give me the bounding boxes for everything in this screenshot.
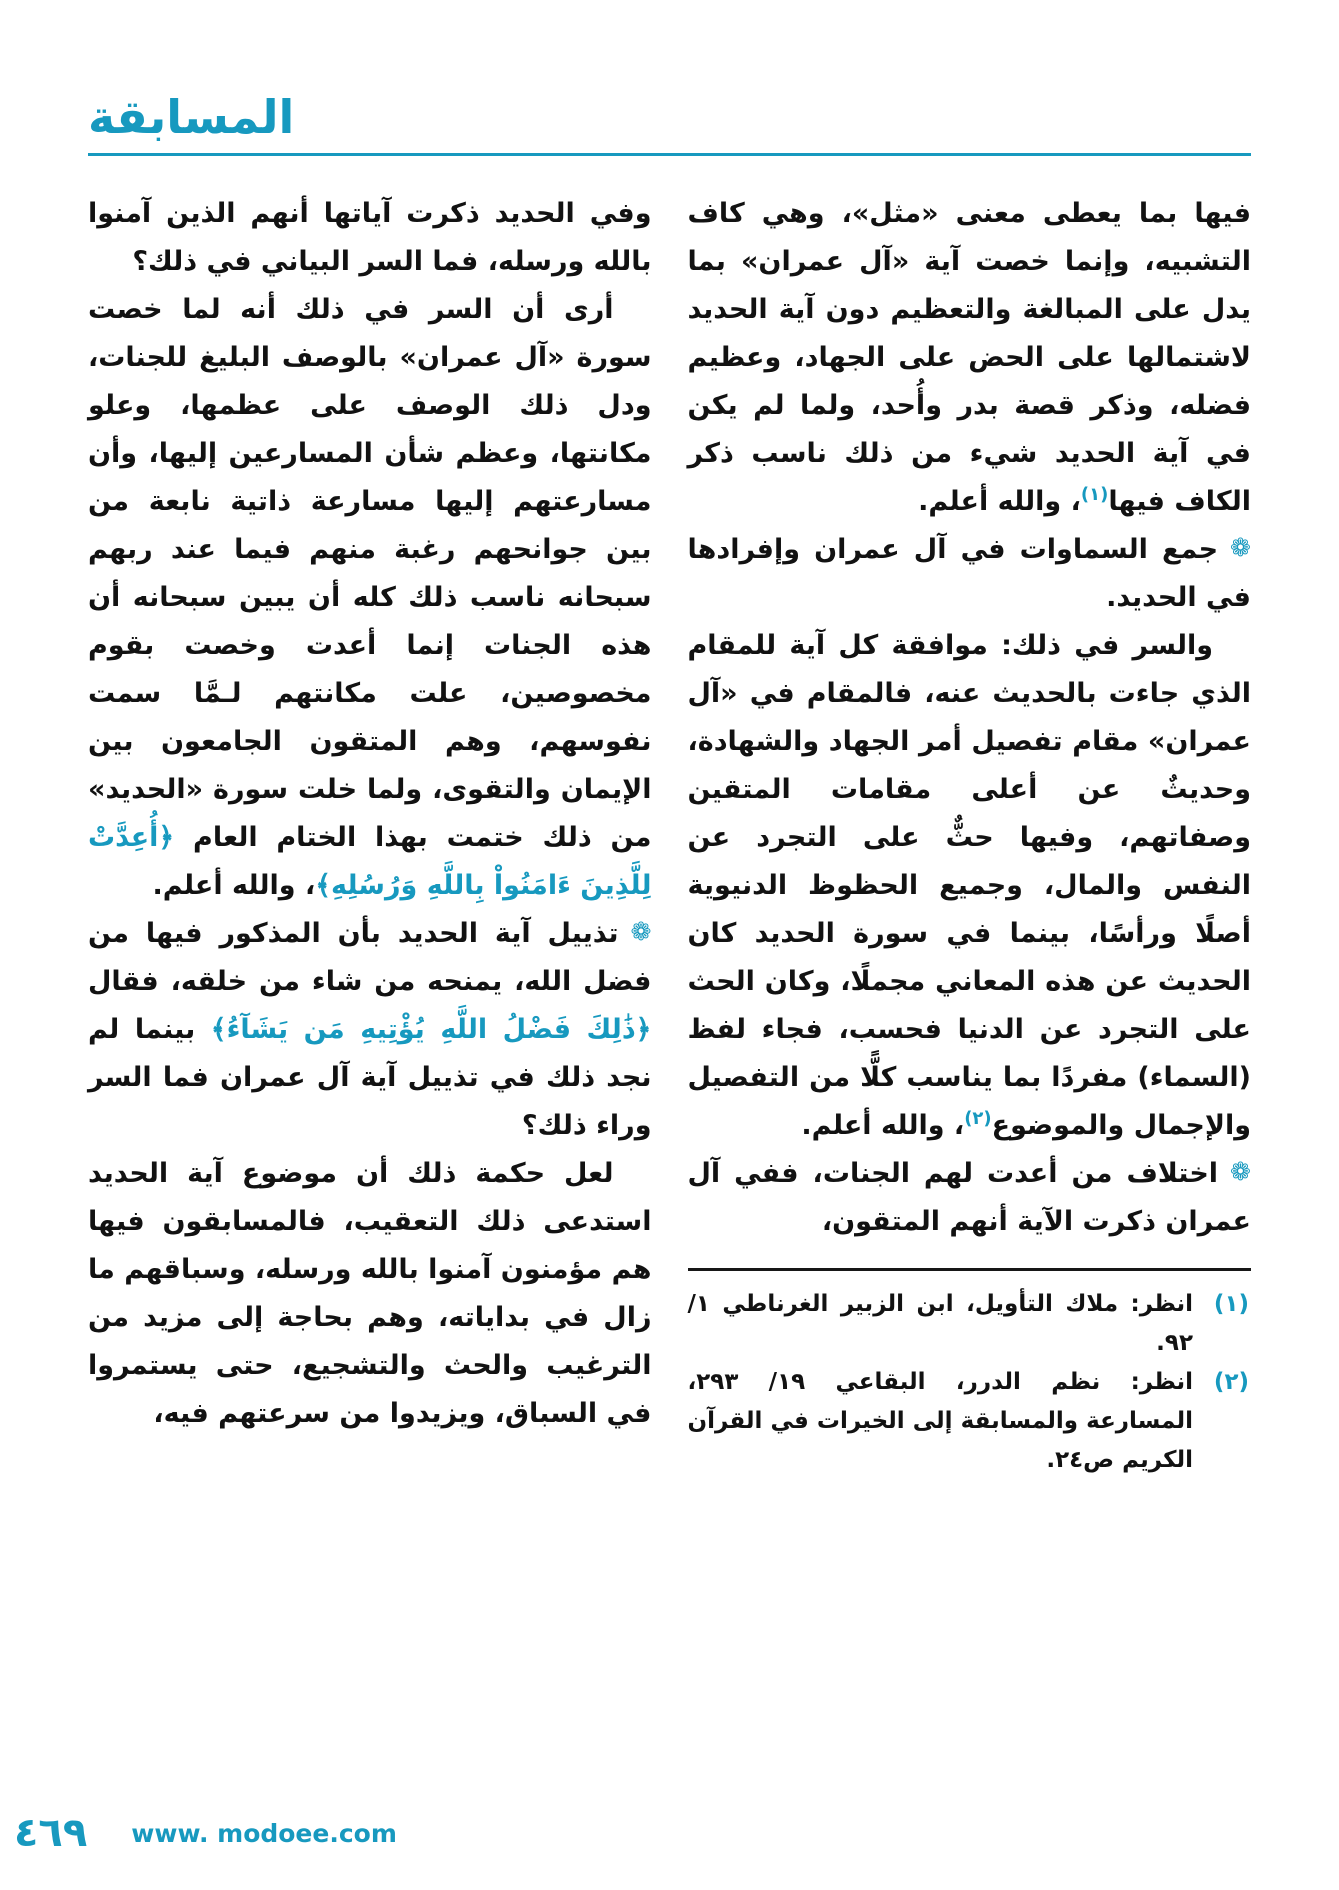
body-text: ، والله أعلم. (152, 869, 316, 901)
bulleted-paragraph (88, 910, 652, 1150)
left-column (88, 190, 652, 1438)
footnote-block (688, 1268, 1252, 1480)
page-footer (0, 1810, 1339, 1856)
footnote-ref: (٢) (964, 1107, 992, 1129)
body-text: لعل حكمة ذلك أن موضوع آية الحديد استدعى ذلك التعقيب، فالمسابقون فيها هم مؤمنون آمنوا بالله ورسله، وسباقهم ما زال في بداياته، وهم بحاجة إلى مزيد من الترغيب والحث والتشجيع، حتى يستمروا في السباق، ويزيدوا من سرعتهم فيه، (88, 1157, 652, 1429)
footnote-number: (١) (1213, 1290, 1249, 1317)
left-column-text (88, 190, 652, 1438)
footnote-number: (٢) (1213, 1368, 1249, 1395)
body-text: أرى أن السر في ذلك أنه لما خصت سورة «آل عمران» بالوصف البليغ للجنات، ودل ذلك الوصف على عظمها، وعلو مكانتها، وعظم شأن المسارعين إليها، وأن مسارعتهم إليها مسارعة ذاتية نابعة من بين جوانحهم رغبة منهم فيما عند ربهم سبحانه ناسب ذلك كله أن يبين سبحانه أن هذه الجنات إنما أعدت وخصت بقوم مخصوصين، علت مكانتهم لـمَّا سمت نفوسهم، وهم المتقون الجامعون بين الإيمان والتقوى، ولما خلت سورة «الحديد» من ذلك ختمت بهذا الختام العام (88, 293, 652, 853)
page-header (0, 0, 1339, 156)
body-text: فيها بما يعطى معنى «مثل»، وهي كاف التشبيه، وإنما خصت آية «آل عمران» بما يدل على المبالغة والتعظيم دون آية الحديد لاشتمالها على الحض على الجهاد، وعظيم فضله، وذكر قصة بدر وأُحد، ولما لم يكن في آية الحديد شيء من ذلك ناسب ذكر الكاف فيها (687, 197, 1251, 517)
footnote-separator (688, 1268, 1252, 1271)
paragraph (688, 190, 1252, 526)
flower-bullet-icon: ❁ (1230, 1156, 1251, 1186)
body-text: وفي الحديد ذكرت آياتها أنهم الذين آمنوا بالله ورسله، فما السر البياني في ذلك؟ (88, 197, 652, 277)
quran-verse: ﴿أُعِدَّتْ لِلَّذِينَ ءَامَنُواْ بِاللَّهِ وَرُسُلِهِ﴾ (88, 821, 652, 901)
footnote-ref: (١) (1080, 483, 1109, 505)
paragraph (88, 286, 652, 910)
right-column-text (688, 190, 1252, 1246)
body-text: تذييل آية الحديد بأن المذكور فيها من فضل الله، يمنحه من شاء من خلقه، فقال (88, 917, 652, 997)
quran-verse: ﴿ذَٰلِكَ فَضْلُ اللَّهِ يُؤْتِيهِ مَن يَشَآءُ﴾ (210, 1013, 652, 1045)
bulleted-paragraph (688, 1150, 1252, 1246)
flower-bullet-icon: ❁ (630, 916, 652, 946)
bulleted-paragraph (688, 526, 1252, 622)
footnote (688, 1285, 1252, 1363)
footnote-text: انظر: ملاك التأويل، ابن الزبير الغرناطي ١/ ٩٢. (687, 1290, 1193, 1356)
section-title: المسابقة (88, 90, 295, 144)
page-number: ٤٦٩ (14, 1810, 88, 1856)
flower-bullet-icon: ❁ (1230, 532, 1251, 562)
body-text: ، والله أعلم. (918, 485, 1081, 517)
page-content (0, 156, 1339, 1480)
body-text: اختلاف من أعدت لهم الجنات، ففي آل عمران ذكرت الآية أنهم المتقون، (687, 1157, 1251, 1237)
paragraph (88, 1150, 652, 1438)
body-text: جمع السماوات في آل عمران وإفرادها في الحديد. (687, 533, 1251, 613)
body-text: والسر في ذلك: موافقة كل آية للمقام الذي جاءت بالحديث عنه، فالمقام في «آل عمران» مقام تفصيل أمر الجهاد والشهادة، وحديثٌ عن أعلى مقامات المتقين وصفاتهم، وفيها حثٌّ على التجرد عن النفس والمال، وجميع الحظوظ الدنيوية أصلًا ورأسًا، بينما في سورة الحديد كان الحديث عن هذه المعاني مجملًا، وكان الحث على التجرد عن الدنيا فحسب، فجاء لفظ (السماء) مفردًا بما يناسب كلًّا من التفصيل والإجمال والموضوع (687, 629, 1251, 1141)
body-text: بينما لم نجد ذلك في تذييل آية آل عمران فما السر وراء ذلك؟ (88, 1013, 652, 1141)
paragraph (688, 622, 1252, 1150)
footnote (688, 1363, 1252, 1480)
body-text: ، والله أعلم. (801, 1109, 965, 1141)
right-column (688, 190, 1252, 1480)
footnote-text: انظر: نظم الدرر، البقاعي ١٩/ ٢٩٣، المسارعة والمسابقة إلى الخيرات في القرآن الكريم ص٢٤. (687, 1368, 1193, 1473)
footnote-list (688, 1285, 1252, 1480)
website-link[interactable]: www. modoee.com (131, 1818, 397, 1848)
paragraph (88, 190, 652, 286)
